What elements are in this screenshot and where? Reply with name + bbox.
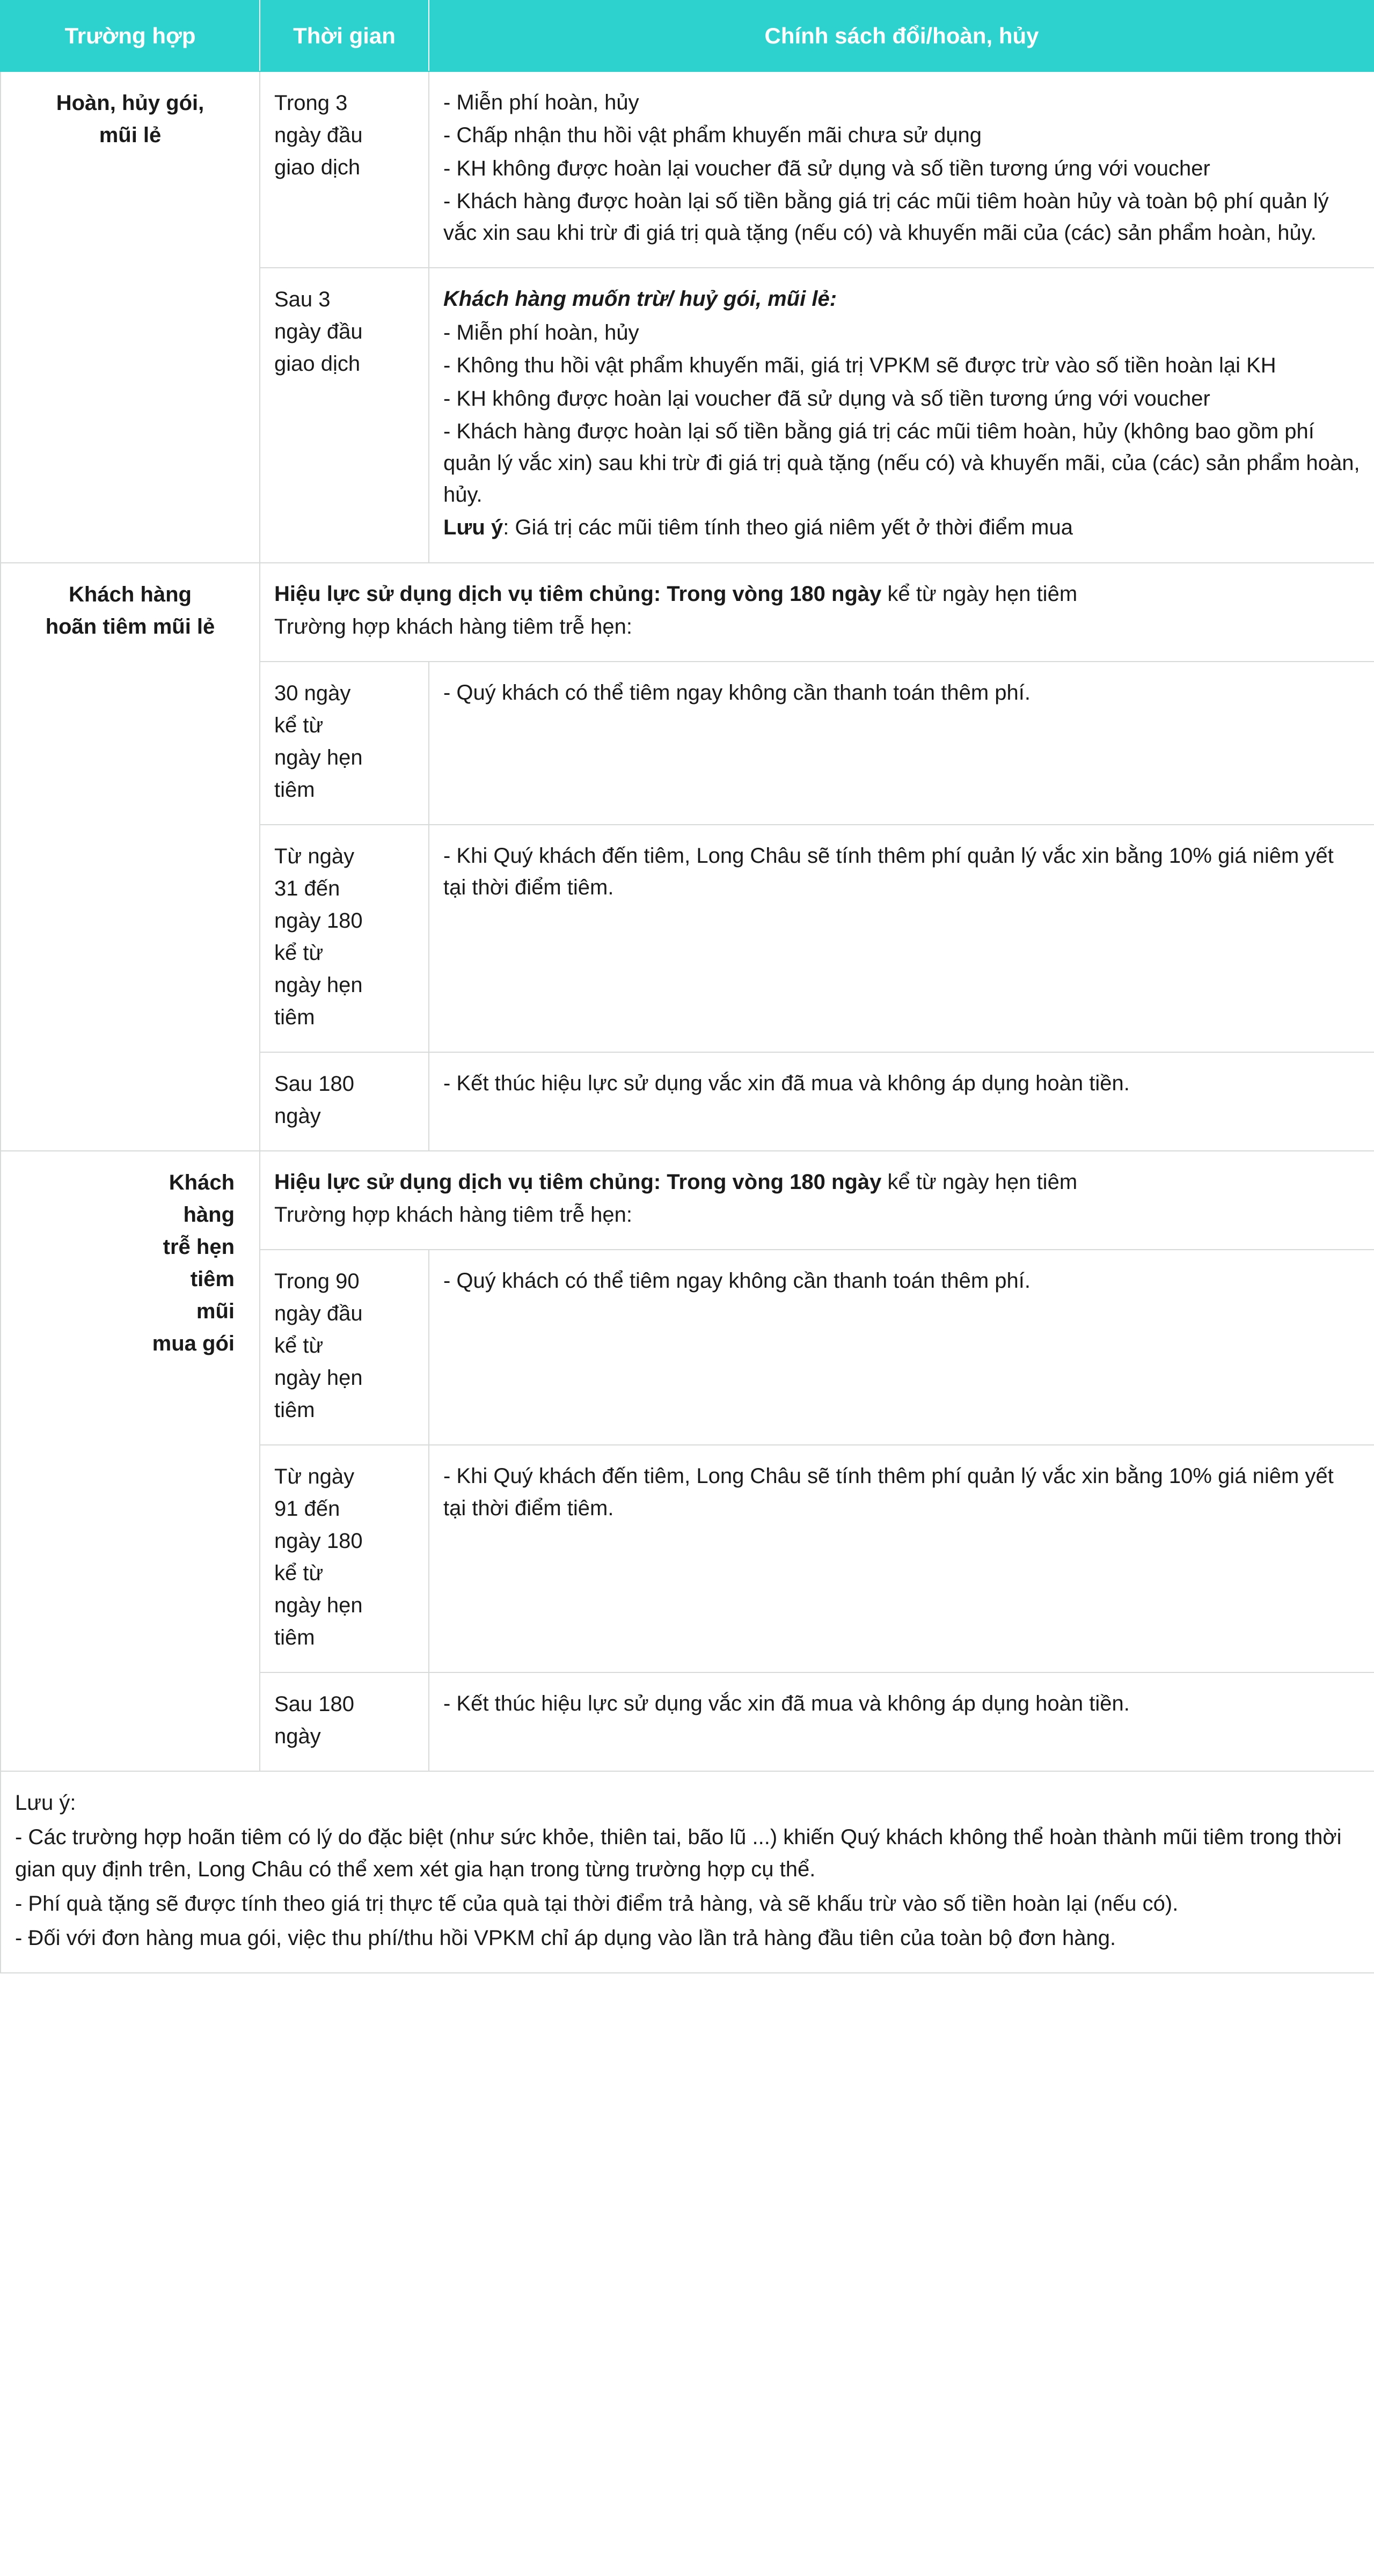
column-header-policy: Chính sách đổi/hoàn, hủy [429,1,1374,71]
time-line-3: ngày hẹn [274,745,363,769]
policy-bullet: - Khi Quý khách đến tiêm, Long Châu sẽ tính thêm phí quản lý vắc xin bằng 10% giá niêm yết tại thời điểm tiêm. [443,843,1334,900]
validity-line-2: Trường hợp khách hàng tiêm trễ hẹn: [274,1203,632,1227]
case-label-refund-cancel [1,71,260,562]
time-line-3: ngày 180 [274,908,363,933]
policy-text-after-180-days-package [429,1672,1374,1771]
case-label-line-1: Khách [169,1170,235,1194]
policy-bullet: - Khách hàng được hoàn lại số tiền bằng giá trị các mũi tiêm hoàn hủy và toàn bộ phí quản lý vắc xin sau khi trừ đi giá trị quà tặng (nếu có) và khuyến mãi của (các) sản phẩm hoàn, hủy. [443,189,1329,245]
policy-bullet: - Quý khách có thể tiêm ngay không cần thanh toán thêm phí. [443,1269,1031,1293]
case-label-line-3: trễ hẹn [163,1235,235,1259]
time-line-1: Sau 180 [274,1072,355,1096]
policy-text-within-30-days [429,662,1374,825]
footer-notes-title: Lưu ý: [15,1791,76,1815]
time-label-after-180-days [260,1052,429,1151]
time-line-5: tiêm [274,1398,315,1422]
time-line-4: tiêm [274,777,315,802]
time-line-2: kể từ [274,713,324,737]
column-header-time: Thời gian [260,1,429,71]
time-label-after-180-days-package [260,1672,429,1771]
policy-bullet: - Kết thúc hiệu lực sử dụng vắc xin đã mua và không áp dụng hoàn tiền. [443,1692,1130,1716]
time-line-6: tiêm [274,1005,315,1029]
table-row-footer-notes [1,1771,1374,1973]
time-line-2: ngày đầu [274,1302,363,1326]
case-label-line-2: mũi lẻ [99,123,162,148]
case-label-line-5: mũi [196,1299,235,1323]
time-line-3: giao dịch [274,352,361,376]
policy-bullet: - Quý khách có thể tiêm ngay không cần thanh toán thêm phí. [443,680,1031,704]
policy-note-label: Lưu ý [443,516,503,540]
time-line-4: ngày hẹn [274,1366,363,1390]
validity-banner-postpone-single [260,563,1374,662]
policy-bullet: - Miễn phí hoàn, hủy [443,91,639,115]
time-line-1: Sau 3 [274,288,331,312]
footer-note-item: - Phí quà tặng sẽ được tính theo giá trị thực tế của quà tại thời điểm trả hàng, và sẽ khấu trừ vào số tiền hoàn lại (nếu có). [15,1892,1179,1916]
case-label-line-1: Hoàn, hủy gói, [56,91,204,115]
time-line-2: ngày [274,1104,321,1128]
time-line-6: tiêm [274,1626,315,1650]
time-line-4: kể từ [274,941,324,965]
policy-text-31-to-180-days [429,825,1374,1052]
time-line-2: ngày [274,1724,321,1749]
policy-text-after-180-days [429,1052,1374,1151]
case-label-line-2: hàng [183,1202,235,1227]
validity-bold-text: Hiệu lực sử dụng dịch vụ tiêm chủng: Trong vòng 180 ngày [274,1170,882,1194]
table-row-refund-within-3-days [1,71,1374,268]
time-label-31-to-180-days [260,825,429,1052]
validity-rest-text: kể từ ngày hẹn tiêm [881,582,1078,606]
policy-lead-heading: Khách hàng muốn trừ/ huỷ gói, mũi lẻ: [443,287,837,311]
table-row-postpone-single-validity [1,563,1374,662]
time-line-3: kể từ [274,1334,324,1358]
validity-line-1 [274,578,1360,610]
time-line-1: 30 ngày [274,681,351,705]
time-line-1: Trong 3 [274,91,348,115]
policy-bullet: - Miễn phí hoàn, hủy [443,321,639,345]
policy-bullet: - KH không được hoàn lại voucher đã sử dụng và số tiền tương ứng với voucher [443,156,1210,180]
time-line-3: ngày 180 [274,1529,363,1553]
policy-text-within-3-days [429,71,1374,268]
time-line-2: 31 đến [274,876,340,900]
time-line-1: Trong 90 [274,1269,360,1294]
validity-line-2: Trường hợp khách hàng tiêm trễ hẹn: [274,614,632,639]
policy-text-91-to-180-days [429,1445,1374,1672]
case-label-line-2: hoãn tiêm mũi lẻ [45,614,215,639]
time-line-1: Sau 180 [274,1692,355,1716]
case-label-line-6: mua gói [152,1331,235,1355]
validity-banner-late-package [260,1151,1374,1250]
policy-bullet: - Khi Quý khách đến tiêm, Long Châu sẽ tính thêm phí quản lý vắc xin bằng 10% giá niêm yết tại thời điểm tiêm. [443,1464,1334,1520]
policy-bullet: - Không thu hồi vật phẩm khuyến mãi, giá trị VPKM sẽ được trừ vào số tiền hoàn lại KH [443,354,1276,378]
time-label-after-3-days [260,268,429,563]
case-label-line-4: tiêm [190,1267,235,1291]
time-label-within-90-days [260,1250,429,1445]
time-line-5: ngày hẹn [274,1594,363,1618]
table-row-late-package-validity [1,1151,1374,1250]
time-label-within-3-days [260,71,429,268]
table-header-row [1,1,1374,71]
validity-bold-text: Hiệu lực sử dụng dịch vụ tiêm chủng: Trong vòng 180 ngày [274,582,882,606]
validity-rest-text: kể từ ngày hẹn tiêm [881,1170,1078,1194]
policy-text-after-3-days [429,268,1374,563]
time-line-2: 91 đến [274,1497,340,1521]
policy-note-text: : Giá trị các mũi tiêm tính theo giá niêm yết ở thời điểm mua [503,516,1073,540]
footer-notes [1,1771,1374,1973]
time-line-2: ngày đầu [274,123,363,148]
policy-bullet: - Chấp nhận thu hồi vật phẩm khuyến mãi chưa sử dụng [443,123,982,148]
time-line-3: giao dịch [274,156,361,180]
policy-text-within-90-days [429,1250,1374,1445]
column-header-case: Trường hợp [1,1,260,71]
validity-line-1 [274,1166,1360,1198]
footer-note-item: - Các trường hợp hoãn tiêm có lý do đặc biệt (như sức khỏe, thiên tai, bão lũ ...) khiến Quý khách không thể hoàn thành mũi tiêm trong thời gian quy định trên, Long Châu có thể xem xét gia hạn trong từng trường hợp cụ thể. [15,1825,1342,1882]
policy-bullet: - KH không được hoàn lại voucher đã sử dụng và số tiền tương ứng với voucher [443,386,1210,410]
time-label-91-to-180-days [260,1445,429,1672]
footer-note-item: - Đối với đơn hàng mua gói, việc thu phí/thu hồi VPKM chỉ áp dụng vào lần trả hàng đầu tiên của toàn bộ đơn hàng. [15,1926,1116,1950]
case-label-late-package [1,1151,260,1771]
time-line-1: Từ ngày [274,1465,355,1489]
policy-bullet: - Kết thúc hiệu lực sử dụng vắc xin đã mua và không áp dụng hoàn tiền. [443,1071,1130,1095]
case-label-postpone-single [1,563,260,1151]
time-line-5: ngày hẹn [274,973,363,997]
time-line-1: Từ ngày [274,844,355,868]
policy-bullet: - Khách hàng được hoàn lại số tiền bằng giá trị các mũi tiêm hoàn, hủy (không bao gồm phí quản lý vắc xin) sau khi trừ đi giá trị quà tặng (nếu có) và khuyến mãi, của (các) sản phẩm hoàn, hủy. [443,419,1360,507]
time-line-4: kể từ [274,1561,324,1586]
policy-note [443,512,1360,544]
time-label-within-30-days [260,662,429,825]
time-line-2: ngày đầu [274,320,363,344]
case-label-line-1: Khách hàng [69,582,192,606]
